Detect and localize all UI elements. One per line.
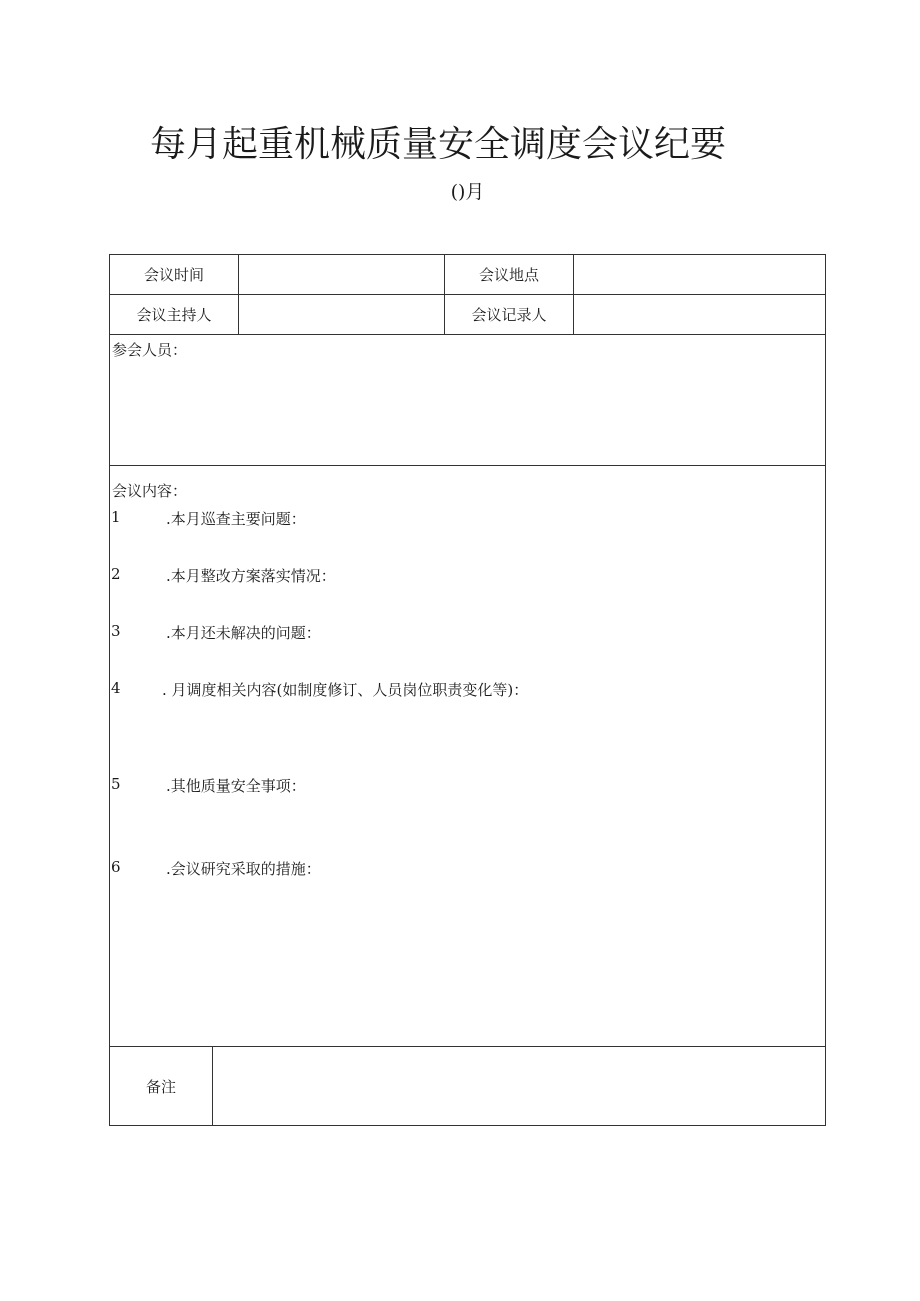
item-text: .本月巡查主要问题： (166, 510, 306, 528)
meeting-time-field[interactable] (238, 255, 444, 294)
attendees-section[interactable] (110, 335, 825, 466)
item-number: 4 (111, 679, 121, 697)
item-text: .会议研究采取的措施： (166, 860, 321, 878)
content-section[interactable] (110, 466, 825, 1047)
meeting-time-label: 会议时间 (143, 266, 204, 284)
host-field[interactable] (238, 295, 444, 334)
row-host-recorder (110, 295, 825, 335)
attendees-label: 参会人员： (112, 341, 188, 359)
host-label: 会议主持人 (136, 306, 212, 324)
remarks-section (110, 1047, 825, 1125)
item-number: 6 (111, 858, 121, 876)
item-number: 1 (111, 508, 121, 526)
row-time-place (110, 255, 825, 295)
item-number: 3 (111, 622, 121, 640)
recorder-field[interactable] (573, 295, 827, 334)
item-text: . 月调度相关内容(如制度修订、人员岗位职责变化等)： (162, 681, 529, 699)
item-text: .其他质量安全事项： (166, 777, 306, 795)
meeting-place-field[interactable] (573, 255, 827, 294)
meeting-place-label: 会议地点 (444, 255, 573, 294)
item-text: .本月还未解决的问题： (166, 624, 321, 642)
remarks-field[interactable] (212, 1047, 827, 1125)
item-text: .本月整改方案落实情况： (166, 567, 336, 585)
content-label: 会议内容： (112, 482, 188, 500)
recorder-label: 会议记录人 (444, 295, 573, 334)
month-subtitle: ()月 (450, 181, 485, 203)
remarks-label: 备注 (145, 1077, 176, 1096)
item-number: 5 (111, 775, 121, 793)
page-title: 每月起重机械质量安全调度会议纪要 (149, 124, 726, 165)
item-number: 2 (111, 565, 121, 583)
meeting-form (109, 254, 826, 1126)
